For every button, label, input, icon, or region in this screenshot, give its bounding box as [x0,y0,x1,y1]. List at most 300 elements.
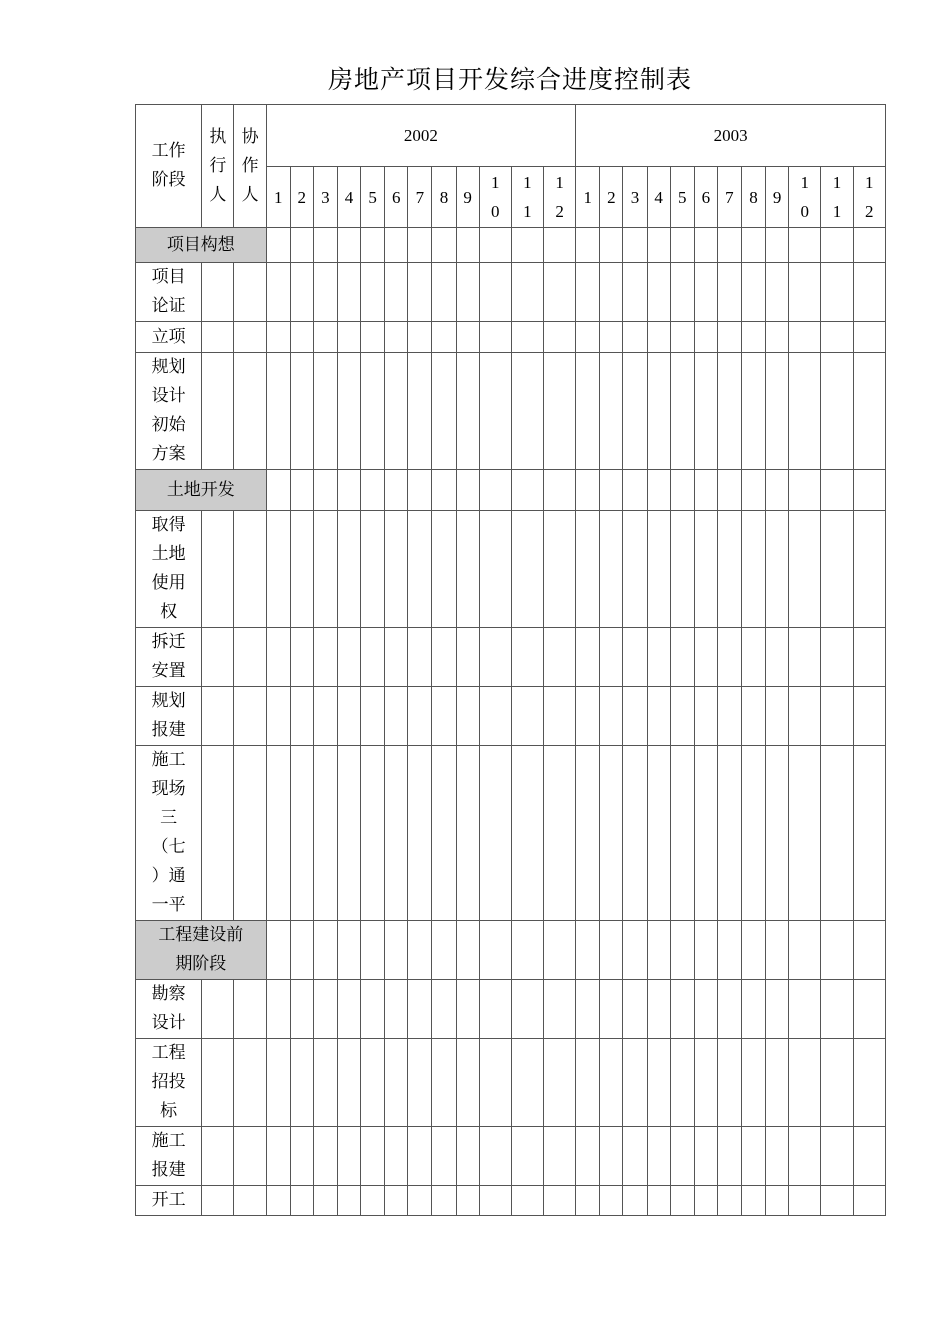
month-cell[interactable] [290,1127,313,1186]
month-cell[interactable] [337,921,360,980]
month-cell[interactable] [290,322,313,353]
month-cell[interactable] [290,687,313,746]
month-cell[interactable] [576,263,600,322]
month-cell[interactable] [717,1127,741,1186]
month-cell[interactable] [600,353,623,470]
month-cell[interactable] [717,746,741,921]
month-cell[interactable] [511,1127,543,1186]
month-cell[interactable] [717,263,741,322]
month-cell[interactable] [576,353,600,470]
month-cell[interactable] [456,470,479,511]
month-cell[interactable] [385,746,408,921]
month-cell[interactable] [361,746,385,921]
executor-cell[interactable] [202,511,234,628]
month-cell[interactable] [385,687,408,746]
month-cell[interactable] [337,1039,360,1127]
month-cell[interactable] [576,921,600,980]
month-cell[interactable] [511,980,543,1039]
month-cell[interactable] [717,1186,741,1216]
month-cell[interactable] [853,1186,885,1216]
month-cell[interactable] [408,628,432,687]
month-cell[interactable] [789,1039,821,1127]
month-cell[interactable] [543,1186,575,1216]
month-cell[interactable] [853,1039,885,1127]
month-cell[interactable] [313,263,337,322]
month-cell[interactable] [600,980,623,1039]
month-cell[interactable] [361,1127,385,1186]
month-cell[interactable] [789,746,821,921]
month-cell[interactable] [313,228,337,263]
month-cell[interactable] [337,353,360,470]
month-cell[interactable] [821,263,853,322]
month-cell[interactable] [647,511,670,628]
month-cell[interactable] [647,1127,670,1186]
month-cell[interactable] [266,228,290,263]
month-cell[interactable] [647,687,670,746]
month-cell[interactable] [479,511,511,628]
executor-cell[interactable] [202,687,234,746]
month-cell[interactable] [853,980,885,1039]
month-cell[interactable] [821,628,853,687]
month-cell[interactable] [853,628,885,687]
month-cell[interactable] [479,228,511,263]
month-cell[interactable] [479,687,511,746]
executor-cell[interactable] [202,1039,234,1127]
month-cell[interactable] [670,1186,694,1216]
month-cell[interactable] [313,687,337,746]
month-cell[interactable] [337,687,360,746]
month-cell[interactable] [853,687,885,746]
month-cell[interactable] [432,746,456,921]
month-cell[interactable] [576,1127,600,1186]
month-cell[interactable] [741,628,765,687]
month-cell[interactable] [766,1039,789,1127]
month-cell[interactable] [408,263,432,322]
month-cell[interactable] [266,1127,290,1186]
month-cell[interactable] [408,1186,432,1216]
month-cell[interactable] [766,470,789,511]
assistant-cell[interactable] [234,353,266,470]
month-cell[interactable] [741,1039,765,1127]
month-cell[interactable] [821,470,853,511]
month-cell[interactable] [600,322,623,353]
month-cell[interactable] [479,322,511,353]
month-cell[interactable] [337,470,360,511]
month-cell[interactable] [694,470,717,511]
month-cell[interactable] [511,1039,543,1127]
month-cell[interactable] [456,687,479,746]
month-cell[interactable] [456,980,479,1039]
month-cell[interactable] [853,263,885,322]
month-cell[interactable] [266,687,290,746]
month-cell[interactable] [543,353,575,470]
month-cell[interactable] [600,1186,623,1216]
month-cell[interactable] [694,980,717,1039]
month-cell[interactable] [479,1039,511,1127]
month-cell[interactable] [432,1127,456,1186]
month-cell[interactable] [432,687,456,746]
month-cell[interactable] [670,746,694,921]
executor-cell[interactable] [202,628,234,687]
month-cell[interactable] [456,1127,479,1186]
month-cell[interactable] [821,511,853,628]
month-cell[interactable] [600,228,623,263]
month-cell[interactable] [853,322,885,353]
month-cell[interactable] [623,628,647,687]
month-cell[interactable] [821,980,853,1039]
month-cell[interactable] [408,1039,432,1127]
month-cell[interactable] [853,1127,885,1186]
assistant-cell[interactable] [234,322,266,353]
month-cell[interactable] [670,687,694,746]
month-cell[interactable] [576,1039,600,1127]
month-cell[interactable] [385,263,408,322]
month-cell[interactable] [361,353,385,470]
month-cell[interactable] [600,263,623,322]
month-cell[interactable] [385,228,408,263]
month-cell[interactable] [670,228,694,263]
month-cell[interactable] [600,746,623,921]
month-cell[interactable] [266,746,290,921]
month-cell[interactable] [432,511,456,628]
month-cell[interactable] [479,628,511,687]
month-cell[interactable] [385,921,408,980]
month-cell[interactable] [766,628,789,687]
month-cell[interactable] [313,1186,337,1216]
month-cell[interactable] [670,1127,694,1186]
month-cell[interactable] [456,322,479,353]
month-cell[interactable] [337,511,360,628]
month-cell[interactable] [290,980,313,1039]
month-cell[interactable] [647,263,670,322]
month-cell[interactable] [821,921,853,980]
month-cell[interactable] [432,353,456,470]
month-cell[interactable] [576,746,600,921]
month-cell[interactable] [543,1039,575,1127]
month-cell[interactable] [511,263,543,322]
month-cell[interactable] [853,746,885,921]
month-cell[interactable] [789,353,821,470]
assistant-cell[interactable] [234,1186,266,1216]
month-cell[interactable] [266,511,290,628]
month-cell[interactable] [741,687,765,746]
executor-cell[interactable] [202,263,234,322]
month-cell[interactable] [647,746,670,921]
month-cell[interactable] [741,746,765,921]
month-cell[interactable] [623,687,647,746]
month-cell[interactable] [432,322,456,353]
month-cell[interactable] [432,263,456,322]
month-cell[interactable] [337,980,360,1039]
month-cell[interactable] [479,470,511,511]
month-cell[interactable] [623,353,647,470]
month-cell[interactable] [432,1039,456,1127]
month-cell[interactable] [313,746,337,921]
month-cell[interactable] [313,628,337,687]
month-cell[interactable] [821,1127,853,1186]
month-cell[interactable] [511,921,543,980]
month-cell[interactable] [408,470,432,511]
assistant-cell[interactable] [234,1127,266,1186]
month-cell[interactable] [789,980,821,1039]
month-cell[interactable] [479,263,511,322]
month-cell[interactable] [290,1186,313,1216]
month-cell[interactable] [576,511,600,628]
month-cell[interactable] [511,687,543,746]
month-cell[interactable] [479,1186,511,1216]
month-cell[interactable] [266,263,290,322]
month-cell[interactable] [789,511,821,628]
month-cell[interactable] [717,1039,741,1127]
month-cell[interactable] [543,980,575,1039]
month-cell[interactable] [789,1186,821,1216]
month-cell[interactable] [600,511,623,628]
month-cell[interactable] [313,980,337,1039]
month-cell[interactable] [290,470,313,511]
executor-cell[interactable] [202,1186,234,1216]
month-cell[interactable] [511,746,543,921]
month-cell[interactable] [543,263,575,322]
month-cell[interactable] [623,1039,647,1127]
month-cell[interactable] [717,353,741,470]
month-cell[interactable] [290,263,313,322]
month-cell[interactable] [290,628,313,687]
month-cell[interactable] [266,921,290,980]
month-cell[interactable] [717,322,741,353]
assistant-cell[interactable] [234,628,266,687]
month-cell[interactable] [766,980,789,1039]
month-cell[interactable] [385,511,408,628]
month-cell[interactable] [337,322,360,353]
month-cell[interactable] [766,322,789,353]
month-cell[interactable] [266,322,290,353]
month-cell[interactable] [647,1186,670,1216]
month-cell[interactable] [432,1186,456,1216]
month-cell[interactable] [479,921,511,980]
month-cell[interactable] [361,687,385,746]
assistant-cell[interactable] [234,687,266,746]
assistant-cell[interactable] [234,263,266,322]
month-cell[interactable] [717,470,741,511]
month-cell[interactable] [576,980,600,1039]
month-cell[interactable] [432,628,456,687]
month-cell[interactable] [789,470,821,511]
month-cell[interactable] [456,228,479,263]
month-cell[interactable] [385,980,408,1039]
month-cell[interactable] [385,1186,408,1216]
month-cell[interactable] [543,628,575,687]
month-cell[interactable] [766,1127,789,1186]
month-cell[interactable] [456,921,479,980]
month-cell[interactable] [337,1186,360,1216]
month-cell[interactable] [821,322,853,353]
assistant-cell[interactable] [234,980,266,1039]
month-cell[interactable] [623,921,647,980]
month-cell[interactable] [821,746,853,921]
month-cell[interactable] [821,353,853,470]
executor-cell[interactable] [202,353,234,470]
month-cell[interactable] [456,353,479,470]
month-cell[interactable] [766,353,789,470]
month-cell[interactable] [337,263,360,322]
month-cell[interactable] [766,228,789,263]
month-cell[interactable] [647,470,670,511]
month-cell[interactable] [408,511,432,628]
month-cell[interactable] [694,746,717,921]
month-cell[interactable] [479,746,511,921]
month-cell[interactable] [576,1186,600,1216]
month-cell[interactable] [623,470,647,511]
month-cell[interactable] [623,511,647,628]
month-cell[interactable] [853,228,885,263]
month-cell[interactable] [313,921,337,980]
month-cell[interactable] [741,1127,765,1186]
month-cell[interactable] [385,1039,408,1127]
month-cell[interactable] [766,1186,789,1216]
month-cell[interactable] [511,353,543,470]
month-cell[interactable] [266,628,290,687]
month-cell[interactable] [766,921,789,980]
month-cell[interactable] [313,353,337,470]
month-cell[interactable] [408,1127,432,1186]
month-cell[interactable] [766,511,789,628]
month-cell[interactable] [717,687,741,746]
month-cell[interactable] [511,228,543,263]
month-cell[interactable] [290,1039,313,1127]
month-cell[interactable] [361,470,385,511]
month-cell[interactable] [741,511,765,628]
month-cell[interactable] [456,1186,479,1216]
month-cell[interactable] [290,511,313,628]
month-cell[interactable] [670,1039,694,1127]
month-cell[interactable] [670,322,694,353]
month-cell[interactable] [717,980,741,1039]
month-cell[interactable] [623,1186,647,1216]
month-cell[interactable] [408,322,432,353]
month-cell[interactable] [694,511,717,628]
month-cell[interactable] [290,228,313,263]
month-cell[interactable] [694,687,717,746]
month-cell[interactable] [266,980,290,1039]
month-cell[interactable] [511,470,543,511]
month-cell[interactable] [266,1186,290,1216]
month-cell[interactable] [511,1186,543,1216]
month-cell[interactable] [600,628,623,687]
month-cell[interactable] [361,628,385,687]
month-cell[interactable] [543,746,575,921]
month-cell[interactable] [290,746,313,921]
month-cell[interactable] [623,322,647,353]
month-cell[interactable] [456,628,479,687]
month-cell[interactable] [853,353,885,470]
month-cell[interactable] [717,511,741,628]
month-cell[interactable] [766,746,789,921]
month-cell[interactable] [670,921,694,980]
month-cell[interactable] [361,228,385,263]
month-cell[interactable] [543,921,575,980]
month-cell[interactable] [361,322,385,353]
month-cell[interactable] [821,228,853,263]
month-cell[interactable] [789,921,821,980]
month-cell[interactable] [361,1039,385,1127]
month-cell[interactable] [543,1127,575,1186]
month-cell[interactable] [670,511,694,628]
month-cell[interactable] [479,353,511,470]
month-cell[interactable] [741,470,765,511]
month-cell[interactable] [789,263,821,322]
month-cell[interactable] [456,1039,479,1127]
month-cell[interactable] [511,511,543,628]
month-cell[interactable] [408,687,432,746]
month-cell[interactable] [623,746,647,921]
month-cell[interactable] [600,921,623,980]
month-cell[interactable] [432,470,456,511]
month-cell[interactable] [623,263,647,322]
month-cell[interactable] [576,470,600,511]
month-cell[interactable] [670,353,694,470]
month-cell[interactable] [408,921,432,980]
month-cell[interactable] [576,228,600,263]
month-cell[interactable] [694,1039,717,1127]
month-cell[interactable] [821,1186,853,1216]
month-cell[interactable] [456,263,479,322]
month-cell[interactable] [789,1127,821,1186]
month-cell[interactable] [385,628,408,687]
month-cell[interactable] [789,687,821,746]
month-cell[interactable] [266,353,290,470]
month-cell[interactable] [543,228,575,263]
month-cell[interactable] [670,470,694,511]
month-cell[interactable] [853,921,885,980]
month-cell[interactable] [576,322,600,353]
month-cell[interactable] [694,1127,717,1186]
month-cell[interactable] [789,322,821,353]
month-cell[interactable] [670,980,694,1039]
month-cell[interactable] [647,228,670,263]
month-cell[interactable] [408,746,432,921]
month-cell[interactable] [543,322,575,353]
month-cell[interactable] [741,980,765,1039]
month-cell[interactable] [694,322,717,353]
month-cell[interactable] [647,322,670,353]
month-cell[interactable] [741,921,765,980]
month-cell[interactable] [741,263,765,322]
month-cell[interactable] [821,1039,853,1127]
month-cell[interactable] [694,1186,717,1216]
executor-cell[interactable] [202,980,234,1039]
month-cell[interactable] [479,980,511,1039]
month-cell[interactable] [432,980,456,1039]
month-cell[interactable] [717,921,741,980]
month-cell[interactable] [600,1127,623,1186]
month-cell[interactable] [853,470,885,511]
month-cell[interactable] [741,1186,765,1216]
month-cell[interactable] [479,1127,511,1186]
month-cell[interactable] [741,228,765,263]
month-cell[interactable] [670,628,694,687]
month-cell[interactable] [266,470,290,511]
month-cell[interactable] [290,353,313,470]
month-cell[interactable] [694,628,717,687]
month-cell[interactable] [647,628,670,687]
month-cell[interactable] [313,470,337,511]
month-cell[interactable] [623,228,647,263]
month-cell[interactable] [337,1127,360,1186]
month-cell[interactable] [576,687,600,746]
month-cell[interactable] [717,228,741,263]
month-cell[interactable] [647,353,670,470]
assistant-cell[interactable] [234,1039,266,1127]
